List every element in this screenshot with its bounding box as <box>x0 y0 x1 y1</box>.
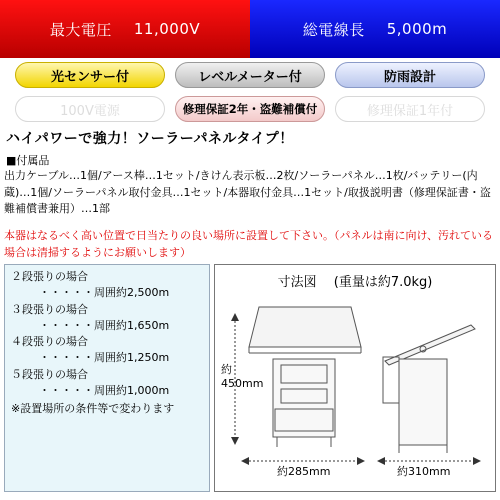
accessories-list: 出力ケーブル…1個/アース棒…1セット/きけん表示板…2枚/ソーラーパネル…1枚/バッテリー(内蔵)…1個/ソーラーパネル取付金具…1セット/本器取付金具…1セット/取扱説明書（修理保証書・盗難補償書兼用）…1部 <box>4 169 491 215</box>
pattern-item <box>11 302 203 335</box>
pattern-value: ・・・・・周囲約2,500m <box>39 286 170 300</box>
badge-rainproof: 防雨設計 <box>335 62 485 88</box>
pattern-item <box>11 367 203 400</box>
feature-badges <box>15 62 485 122</box>
pattern-note: ※設置場所の条件等で変わります <box>11 402 175 416</box>
pattern-label: ４段張りの場合 <box>11 335 88 349</box>
total-wire-value: 5,000m <box>386 20 448 38</box>
pattern-label: ５段張りの場合 <box>11 367 88 381</box>
dimension-diagram <box>214 264 496 492</box>
pattern-value: ・・・・・周囲約1,000m <box>39 384 170 398</box>
badge-warranty-2yr: 修理保証2年・盗難補償付 <box>175 96 325 122</box>
fence-pattern-panel <box>4 264 210 492</box>
depth-dimension: 約310mm <box>397 465 451 478</box>
pattern-value: ・・・・・周囲約1,650m <box>39 318 170 332</box>
height-dimension: 約450mm <box>221 363 264 390</box>
badge-light-sensor: 光センサー付 <box>15 62 165 88</box>
total-wire-label: 総電線長 <box>302 20 365 39</box>
installation-notice: 本器はなるべく高い位置で日当たりの良い場所に設置して下さい。（パネルは南に向け、汚れている場合は清掃するようにお願いします） <box>4 229 494 259</box>
pattern-item <box>11 269 203 302</box>
max-voltage-label: 最大電圧 <box>49 20 112 39</box>
badge-warranty-1yr: 修理保証1年付 <box>335 96 485 122</box>
pattern-label: ２段張りの場合 <box>11 270 88 283</box>
headline: ハイパワーで強力！ソーラーパネルタイプ！ <box>6 131 294 147</box>
width-dimension: 約285mm <box>277 465 331 478</box>
spec-banner <box>0 0 500 58</box>
accessories-title: ■付属品 <box>6 154 50 167</box>
total-wire-banner <box>250 0 500 58</box>
max-voltage-value: 11,000V <box>133 20 201 38</box>
pattern-item <box>11 334 203 367</box>
max-voltage-banner <box>0 0 250 58</box>
pattern-label: ３段張りの場合 <box>11 302 88 316</box>
badge-100v-power: 100V電源 <box>15 96 165 122</box>
pattern-value: ・・・・・周囲約1,250m <box>39 351 170 365</box>
dimension-title: 寸法図 (重量は約7.0kg) <box>277 275 433 290</box>
badge-level-meter: レベルメーター付 <box>175 62 325 88</box>
